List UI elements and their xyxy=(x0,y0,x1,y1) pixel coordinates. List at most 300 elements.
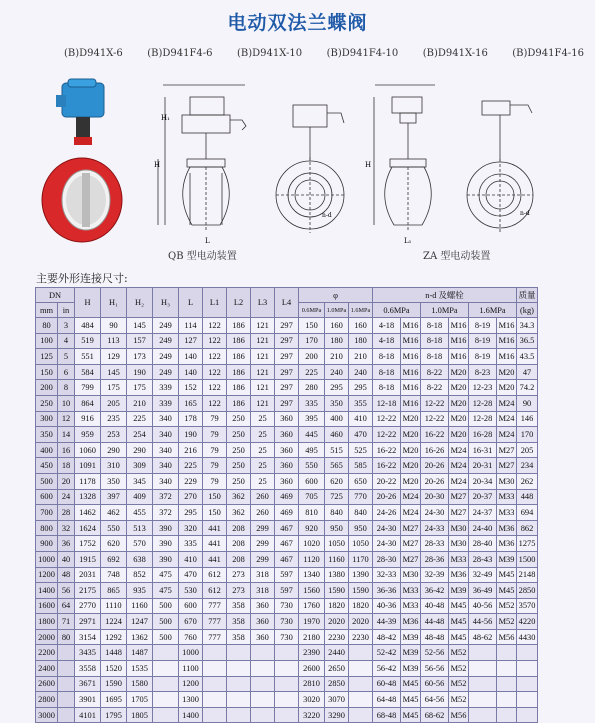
table-cell: 79 xyxy=(203,458,227,474)
table-cell: 12-23 xyxy=(469,380,497,396)
table-cell: 300 xyxy=(36,411,58,427)
table-cell: 362 xyxy=(227,505,251,521)
table-cell: 3671 xyxy=(75,676,101,692)
table-cell: 1705 xyxy=(127,692,153,708)
table-cell: 470 xyxy=(349,427,373,443)
table-cell: 32-49 xyxy=(469,567,497,583)
table-row xyxy=(36,614,538,630)
table-cell: 612 xyxy=(203,567,227,583)
table-cell: 852 xyxy=(127,567,153,583)
table-cell: M27 xyxy=(449,505,469,521)
table-cell: 16-22 xyxy=(373,442,401,458)
table-row xyxy=(36,489,538,505)
table-cell: 24-33 xyxy=(421,520,449,536)
header-phi-06: 0.6MPa xyxy=(299,303,325,318)
table-cell xyxy=(203,645,227,661)
table-cell: 2810 xyxy=(299,676,325,692)
table-cell: 1110 xyxy=(101,598,127,614)
table-cell: 186 xyxy=(227,349,251,365)
table-cell: 100 xyxy=(36,333,58,349)
table-cell: 360 xyxy=(275,458,299,474)
table-cell: M33 xyxy=(497,505,517,521)
table-cell xyxy=(349,661,373,677)
header-p10: 1.0MPa xyxy=(421,303,469,318)
table-cell: 469 xyxy=(275,505,299,521)
table-cell: 467 xyxy=(275,520,299,536)
table-cell: 60-48 xyxy=(373,676,401,692)
table-cell: 297 xyxy=(275,380,299,396)
table-cell: 705 xyxy=(299,489,325,505)
table-cell xyxy=(349,676,373,692)
table-cell: 1590 xyxy=(101,676,127,692)
header-kg: (kg) xyxy=(517,303,538,318)
table-cell: 260 xyxy=(251,489,275,505)
table-cell: 760 xyxy=(179,629,203,645)
table-cell: M45 xyxy=(449,598,469,614)
table-cell: 360 xyxy=(275,427,299,443)
table-cell: 1170 xyxy=(349,551,373,567)
table-cell: 2770 xyxy=(75,598,101,614)
table-cell: 297 xyxy=(275,395,299,411)
table-cell: 20 xyxy=(58,473,75,489)
dim-label-nd: n-d xyxy=(322,212,332,219)
table-cell: 44-39 xyxy=(373,614,401,630)
table-cell: 4-18 xyxy=(373,318,401,334)
table-cell: 10 xyxy=(58,395,75,411)
table-cell: 2175 xyxy=(75,583,101,599)
table-cell: 157 xyxy=(127,333,153,349)
table-cell: 28 xyxy=(58,505,75,521)
table-cell: M30 xyxy=(497,473,517,489)
table-cell: 1820 xyxy=(349,598,373,614)
table-cell: 249 xyxy=(153,349,179,365)
table-cell: M30 xyxy=(401,567,421,583)
table-row xyxy=(36,692,538,708)
table-cell: 122 xyxy=(203,395,227,411)
table-cell: 2650 xyxy=(325,661,349,677)
table-cell: 250 xyxy=(227,411,251,427)
table-cell: 250 xyxy=(227,442,251,458)
table-cell: M52 xyxy=(449,692,469,708)
table-cell: 484 xyxy=(75,318,101,334)
table-cell: 295 xyxy=(179,505,203,521)
table-cell: M27 xyxy=(401,551,421,567)
table-cell: 1805 xyxy=(127,707,153,723)
table-cell: 2031 xyxy=(75,567,101,583)
table-cell: 8-19 xyxy=(469,333,497,349)
table-cell: 1535 xyxy=(127,661,153,677)
table-cell: 12 xyxy=(58,411,75,427)
table-cell: 254 xyxy=(127,427,153,443)
table-cell xyxy=(469,692,497,708)
table-cell: 462 xyxy=(101,505,127,521)
table-cell: 24-40 xyxy=(469,520,497,536)
table-cell: 1580 xyxy=(127,676,153,692)
table-cell xyxy=(58,707,75,723)
table-cell: 2000 xyxy=(36,629,58,645)
table-cell: 273 xyxy=(227,583,251,599)
table-cell xyxy=(251,707,275,723)
table-row xyxy=(36,349,538,365)
table-cell: 8-19 xyxy=(469,349,497,365)
table-cell: 748 xyxy=(101,567,127,583)
table-cell: M24 xyxy=(449,458,469,474)
table-cell: M45 xyxy=(449,614,469,630)
table-cell: 122 xyxy=(203,333,227,349)
table-cell: 2020 xyxy=(349,614,373,630)
table-cell: 360 xyxy=(251,614,275,630)
table-cell: 140 xyxy=(179,349,203,365)
table-cell: 28-40 xyxy=(469,536,497,552)
table-cell: 475 xyxy=(153,583,179,599)
table-cell: M27 xyxy=(401,520,421,536)
table-cell: 295 xyxy=(349,380,373,396)
table-header-row xyxy=(36,288,538,303)
table-cell xyxy=(497,707,517,723)
table-cell: 410 xyxy=(349,411,373,427)
table-cell: 12-22 xyxy=(421,411,449,427)
table-cell: 2600 xyxy=(299,661,325,677)
table-row xyxy=(36,676,538,692)
table-cell: 500 xyxy=(153,614,179,630)
table-cell: 2180 xyxy=(299,629,325,645)
table-cell: 36 xyxy=(58,536,75,552)
table-cell xyxy=(517,676,538,692)
table-cell: 448 xyxy=(517,489,538,505)
table-cell: 40-36 xyxy=(373,598,401,614)
table-cell: 56 xyxy=(58,583,75,599)
table-cell: 44-48 xyxy=(421,614,449,630)
header-weight: 质量 xyxy=(517,288,538,303)
table-cell: 530 xyxy=(179,583,203,599)
table-cell: 950 xyxy=(325,520,349,536)
table-cell: 1462 xyxy=(75,505,101,521)
table-cell: 180 xyxy=(349,333,373,349)
table-cell: 125 xyxy=(36,349,58,365)
table-cell: 1000 xyxy=(179,645,203,661)
table-cell: 397 xyxy=(101,489,127,505)
table-cell: 340 xyxy=(153,442,179,458)
table-cell: 80 xyxy=(36,318,58,334)
table-cell: M52 xyxy=(449,676,469,692)
header-l2: L2 xyxy=(227,288,251,318)
table-cell: 390 xyxy=(153,520,179,536)
table-cell xyxy=(153,676,179,692)
table-cell: 600 xyxy=(179,598,203,614)
table-cell: M24 xyxy=(497,395,517,411)
table-cell: 840 xyxy=(349,505,373,521)
table-cell: 145 xyxy=(101,364,127,380)
header-h1: H₁ xyxy=(101,288,127,318)
table-cell: M45 xyxy=(401,707,421,723)
header-phi-10: 1.0MPa xyxy=(325,303,349,318)
table-cell: 12-28 xyxy=(469,411,497,427)
table-cell: 24 xyxy=(58,489,75,505)
qb-caption: QB 型电动装置 xyxy=(168,251,237,262)
table-cell: M30 xyxy=(449,536,469,552)
table-cell: 234 xyxy=(517,458,538,474)
table-cell: 90 xyxy=(101,318,127,334)
table-cell: 186 xyxy=(227,318,251,334)
model-code: (B)D941X-6 xyxy=(64,48,123,59)
table-cell: 8-22 xyxy=(421,364,449,380)
table-cell: 24-30 xyxy=(421,505,449,521)
table-cell xyxy=(517,707,538,723)
table-cell: 670 xyxy=(179,614,203,630)
table-cell: 1120 xyxy=(299,551,325,567)
table-cell: 20-37 xyxy=(469,489,497,505)
table-cell: 3435 xyxy=(75,645,101,661)
za-caption: ZA 型电动装置 xyxy=(423,251,491,262)
table-row xyxy=(36,333,538,349)
table-cell xyxy=(275,676,299,692)
table-cell: 52-42 xyxy=(373,645,401,661)
table-cell: 79 xyxy=(203,442,227,458)
table-cell: 650 xyxy=(349,473,373,489)
table-cell xyxy=(497,676,517,692)
table-cell: 297 xyxy=(275,318,299,334)
table-cell: 1560 xyxy=(299,583,325,599)
header-mm: mm xyxy=(36,303,58,318)
table-cell: 16-26 xyxy=(421,442,449,458)
table-cell: 32 xyxy=(58,520,75,536)
table-cell: 6 xyxy=(58,364,75,380)
table-cell: 400 xyxy=(325,411,349,427)
table-cell: M30 xyxy=(449,520,469,536)
header-bolts: n-d 及螺栓 xyxy=(373,288,517,303)
table-cell: 24-30 xyxy=(373,536,401,552)
table-cell: 175 xyxy=(127,380,153,396)
table-cell: 360 xyxy=(251,629,275,645)
model-code: (B)D941F4-6 xyxy=(147,48,213,59)
table-cell: 1800 xyxy=(36,614,58,630)
table-cell xyxy=(153,707,179,723)
table-cell: 16-28 xyxy=(469,427,497,443)
table-cell xyxy=(517,692,538,708)
table-cell: 1362 xyxy=(127,629,153,645)
table-cell: 597 xyxy=(275,567,299,583)
table-cell: 620 xyxy=(101,536,127,552)
table-cell: 150 xyxy=(203,489,227,505)
table-cell: 8-23 xyxy=(469,364,497,380)
table-cell: 1400 xyxy=(36,583,58,599)
table-cell: 121 xyxy=(251,380,275,396)
table-cell: 186 xyxy=(227,380,251,396)
table-cell: 297 xyxy=(275,364,299,380)
table-row xyxy=(36,551,538,567)
table-cell: 500 xyxy=(36,473,58,489)
table-cell: 8-18 xyxy=(421,318,449,334)
table-cell: 865 xyxy=(101,583,127,599)
table-cell: 730 xyxy=(275,614,299,630)
table-cell: 390 xyxy=(153,536,179,552)
table-cell xyxy=(251,676,275,692)
table-cell: 1448 xyxy=(101,645,127,661)
table-cell: 150 xyxy=(36,364,58,380)
table-cell: M16 xyxy=(401,349,421,365)
table-cell: 205 xyxy=(517,442,538,458)
table-cell: 299 xyxy=(251,520,275,536)
table-cell: 339 xyxy=(153,395,179,411)
table-cell: 360 xyxy=(275,473,299,489)
table-cell: 68-48 xyxy=(373,707,401,723)
table-row xyxy=(36,567,538,583)
table-cell: 64-56 xyxy=(421,692,449,708)
table-cell: 79 xyxy=(203,411,227,427)
table-row xyxy=(36,598,538,614)
table-row xyxy=(36,520,538,536)
table-cell: M16 xyxy=(497,333,517,349)
table-cell: 225 xyxy=(299,364,325,380)
table-cell: 79 xyxy=(203,473,227,489)
table-cell: 208 xyxy=(227,551,251,567)
table-cell: 4220 xyxy=(517,614,538,630)
table-cell xyxy=(497,645,517,661)
table-cell: 455 xyxy=(127,505,153,521)
table-cell: 225 xyxy=(179,458,203,474)
table-cell: 64-48 xyxy=(373,692,401,708)
header-in: in xyxy=(58,303,75,318)
table-row xyxy=(36,505,538,521)
table-cell: M36 xyxy=(497,520,517,536)
table-cell: 1100 xyxy=(179,661,203,677)
table-cell: 638 xyxy=(127,551,153,567)
table-cell: M52 xyxy=(497,614,517,630)
table-cell xyxy=(227,707,251,723)
table-cell xyxy=(227,676,251,692)
table-cell: 519 xyxy=(75,333,101,349)
table-cell: 273 xyxy=(227,567,251,583)
table-cell: M36 xyxy=(497,536,517,552)
table-row xyxy=(36,707,538,723)
table-row xyxy=(36,583,538,599)
table-cell: 409 xyxy=(127,489,153,505)
table-cell: 240 xyxy=(349,364,373,380)
table-cell: 372 xyxy=(153,505,179,521)
table-cell xyxy=(497,661,517,677)
table-cell: 584 xyxy=(75,364,101,380)
table-cell: 840 xyxy=(325,505,349,521)
table-cell: 550 xyxy=(299,458,325,474)
table-cell: 121 xyxy=(251,395,275,411)
table-cell: 190 xyxy=(179,427,203,443)
table-cell: 362 xyxy=(227,489,251,505)
table-cell: 270 xyxy=(179,489,203,505)
table-cell xyxy=(517,645,538,661)
header-l1: L1 xyxy=(203,288,227,318)
table-cell xyxy=(227,645,251,661)
table-cell: 47 xyxy=(517,364,538,380)
table-cell xyxy=(153,645,179,661)
table-cell: 8-18 xyxy=(421,349,449,365)
table-cell: 2200 xyxy=(36,645,58,661)
table-cell xyxy=(469,645,497,661)
table-cell: 20-22 xyxy=(373,473,401,489)
table-cell: 20-34 xyxy=(469,473,497,489)
table-cell: 216 xyxy=(179,442,203,458)
za-front-view xyxy=(374,85,435,230)
table-cell: 4-18 xyxy=(373,333,401,349)
table-cell: 345 xyxy=(127,473,153,489)
table-cell: 64 xyxy=(58,598,75,614)
table-row xyxy=(36,364,538,380)
table-cell: 358 xyxy=(227,614,251,630)
table-cell xyxy=(469,707,497,723)
table-cell: 1275 xyxy=(517,536,538,552)
table-cell xyxy=(227,661,251,677)
table-cell: 160 xyxy=(349,318,373,334)
valve-drawings xyxy=(30,75,585,260)
table-cell: 52-56 xyxy=(421,645,449,661)
table-cell: 1050 xyxy=(349,536,373,552)
table-cell: M45 xyxy=(401,692,421,708)
table-cell: 210 xyxy=(325,349,349,365)
table-cell: 43.5 xyxy=(517,349,538,365)
table-cell: 16-31 xyxy=(469,442,497,458)
table-cell: M39 xyxy=(401,629,421,645)
table-cell xyxy=(517,661,538,677)
table-cell: 1752 xyxy=(75,536,101,552)
table-cell: 1380 xyxy=(325,567,349,583)
table-cell: M39 xyxy=(449,583,469,599)
table-cell: 570 xyxy=(127,536,153,552)
table-row xyxy=(36,536,538,552)
dim-label-h: H xyxy=(365,161,372,169)
table-cell: 8-18 xyxy=(373,364,401,380)
table-cell: 1695 xyxy=(101,692,127,708)
table-cell: M24 xyxy=(401,489,421,505)
table-cell: M16 xyxy=(401,318,421,334)
table-cell: 129 xyxy=(101,349,127,365)
table-cell: 16-22 xyxy=(421,427,449,443)
table-cell: 450 xyxy=(36,458,58,474)
table-cell: 467 xyxy=(275,551,299,567)
table-cell: 28-36 xyxy=(421,551,449,567)
table-cell: 777 xyxy=(203,614,227,630)
table-cell: 16-22 xyxy=(373,458,401,474)
table-cell: 1915 xyxy=(75,551,101,567)
table-cell: 1160 xyxy=(127,598,153,614)
table-cell: 186 xyxy=(227,395,251,411)
table-cell: 2440 xyxy=(325,645,349,661)
table-cell: M39 xyxy=(401,661,421,677)
table-cell: 160 xyxy=(325,318,349,334)
table-cell: 770 xyxy=(349,489,373,505)
table-cell: 1820 xyxy=(325,598,349,614)
header-p16: 1.6MPa xyxy=(469,303,517,318)
table-cell xyxy=(251,692,275,708)
table-cell: M33 xyxy=(401,598,421,614)
table-cell: 175 xyxy=(101,380,127,396)
table-cell: 250 xyxy=(227,427,251,443)
table-cell: 340 xyxy=(153,473,179,489)
table-cell: M20 xyxy=(497,380,517,396)
table-cell: 1328 xyxy=(75,489,101,505)
table-cell: 235 xyxy=(101,411,127,427)
table-cell: M56 xyxy=(449,707,469,723)
table-cell xyxy=(153,661,179,677)
table-cell: 250 xyxy=(227,458,251,474)
table-cell xyxy=(227,692,251,708)
table-cell: 1020 xyxy=(299,536,325,552)
table-cell: M20 xyxy=(497,364,517,380)
table-cell: 1050 xyxy=(325,536,349,552)
table-cell: 24-26 xyxy=(373,505,401,521)
table-cell: M20 xyxy=(401,442,421,458)
table-cell: 36-36 xyxy=(373,583,401,599)
table-cell: 121 xyxy=(251,364,275,380)
table-row xyxy=(36,395,538,411)
